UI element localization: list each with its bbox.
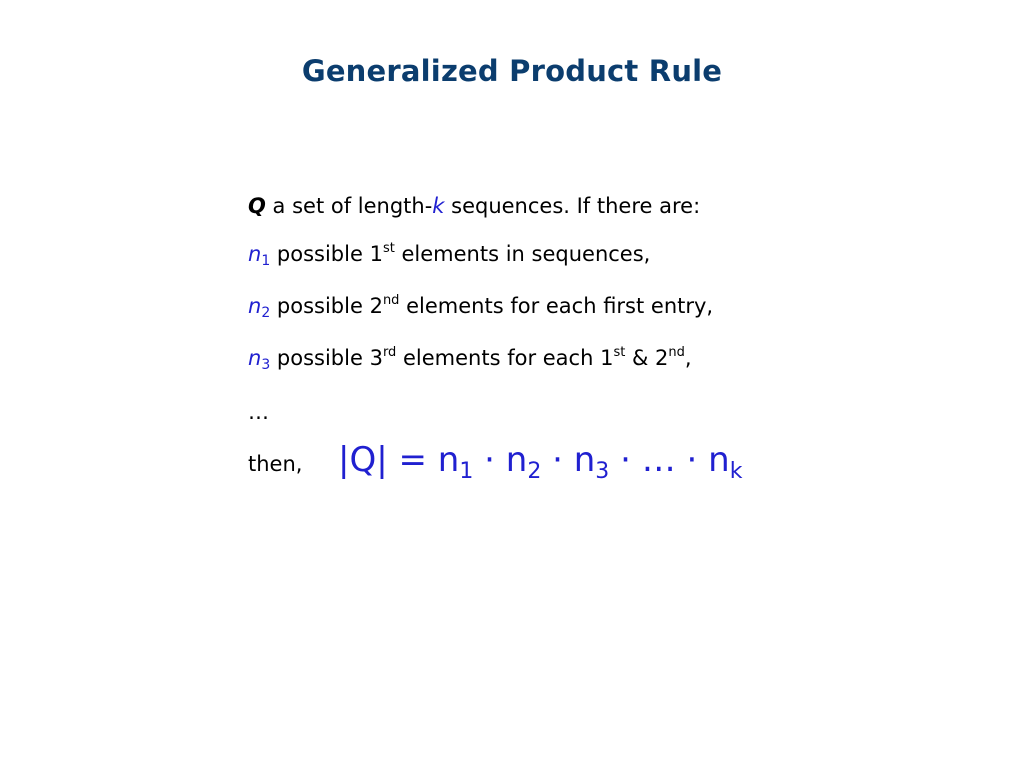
n-variable xyxy=(248,242,271,269)
ordinal-suffix: nd xyxy=(668,345,685,360)
item-text: possible 1 xyxy=(270,242,383,266)
item-text: elements for each first entry, xyxy=(399,294,714,318)
then-label: then, xyxy=(248,452,303,476)
ordinal-suffix: st xyxy=(613,345,626,360)
n-letter: n xyxy=(248,294,262,318)
item-text: elements for each 1 xyxy=(396,346,614,370)
set-variable: Q xyxy=(248,194,266,218)
n-variable xyxy=(248,346,271,373)
formula-subscript: 1 xyxy=(459,459,474,484)
n-letter: n xyxy=(248,242,262,266)
ellipsis-line: … xyxy=(248,400,269,424)
n-variable xyxy=(248,294,271,321)
ordinal-suffix: nd xyxy=(382,293,400,308)
item-text: & 2 xyxy=(625,346,669,370)
intro-text-b: sequences. If there are: xyxy=(444,194,701,218)
formula-subscript: 3 xyxy=(595,459,610,484)
n-subscript: 3 xyxy=(261,357,271,373)
intro-text-a: a set of length- xyxy=(265,194,433,218)
item-line-1 xyxy=(248,242,650,270)
formula-subscript: k xyxy=(729,459,743,484)
formula-part: · n xyxy=(473,440,528,480)
conclusion-line xyxy=(248,440,743,484)
item-text: , xyxy=(684,346,692,370)
item-line-2 xyxy=(248,294,713,322)
formula-part: · … · n xyxy=(609,440,730,480)
formula-part: · n xyxy=(541,440,596,480)
n-letter: n xyxy=(248,346,262,370)
length-variable: k xyxy=(432,194,445,218)
item-text: possible 2 xyxy=(270,294,383,318)
item-line-3 xyxy=(248,346,692,374)
item-text: possible 3 xyxy=(270,346,383,370)
slide-title: Generalized Product Rule xyxy=(301,54,723,88)
item-text: elements in sequences, xyxy=(394,242,651,266)
ordinal-suffix: rd xyxy=(382,345,397,360)
intro-line xyxy=(248,194,700,219)
product-formula xyxy=(338,440,743,484)
n-subscript: 1 xyxy=(261,253,271,269)
formula-subscript: 2 xyxy=(527,459,542,484)
ordinal-suffix: st xyxy=(382,241,395,256)
formula-part: |Q| = n xyxy=(338,440,460,480)
n-subscript: 2 xyxy=(261,305,271,321)
